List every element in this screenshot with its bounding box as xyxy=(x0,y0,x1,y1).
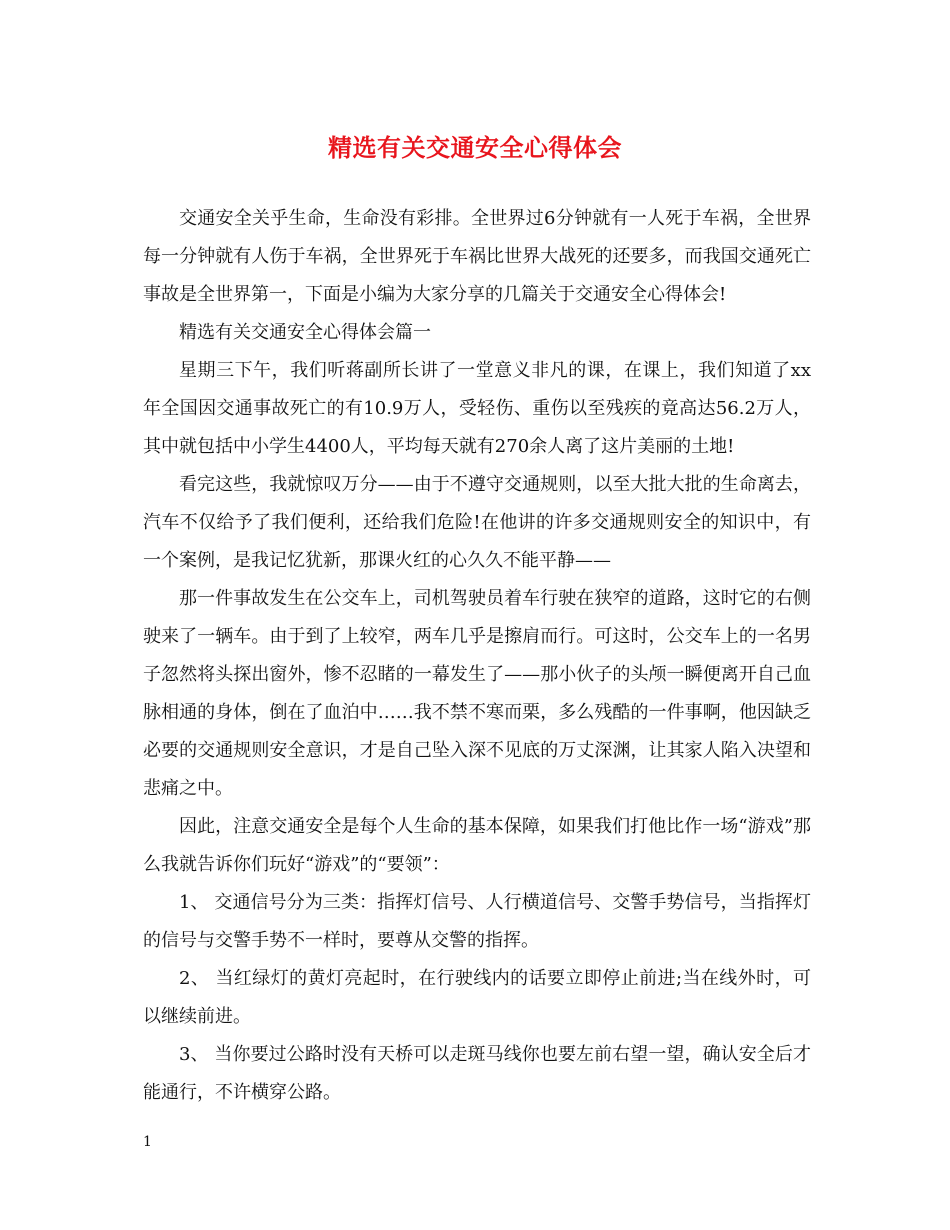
list-item: 2、 当红绿灯的黄灯亮起时，在行驶线内的话要立即停止前进;当在线外时，可以继续前进。 xyxy=(143,968,811,1027)
list-item: 1、 交通信号分为三类：指挥灯信号、人行横道信号、交警手势信号，当指挥灯的信号与交警手势不一样时，要尊从交警的指挥。 xyxy=(143,892,811,951)
document-title: 精选有关交通安全心得体会 xyxy=(328,133,622,162)
paragraph: 看完这些，我就惊叹万分——由于不遵守交通规则，以至大批大批的生命离去，汽车不仅给予了我们便利，还给我们危险!在他讲的许多交通规则安全的知识中，有一个案例，是我记忆犹新，那课火红的心久久不能平静—— xyxy=(143,474,811,571)
section-heading: 精选有关交通安全心得体会篇一 xyxy=(179,322,431,343)
page-number: 1 xyxy=(143,1134,152,1150)
paragraph: 星期三下午，我们听蒋副所长讲了一堂意义非凡的课，在课上，我们知道了xx年全国因交通事故死亡的有10.9万人，受轻伤、重伤以至残疾的竟高达56.2万人，其中就包括中小学生4400人，平均每天就有270余人离了这片美丽的土地! xyxy=(143,360,811,457)
paragraph-intro: 交通安全关乎生命，生命没有彩排。全世界过6分钟就有一人死于车祸，全世界每一分钟就有人伤于车祸，全世界死于车祸比世界大战死的还要多，而我国交通死亡事故是全世界第一，下面是小编为大家分享的几篇关于交通安全心得体会! xyxy=(143,208,811,305)
paragraph: 因此，注意交通安全是每个人生命的基本保障，如果我们打他比作一场“游戏”那么我就告诉你们玩好“游戏”的“要领”： xyxy=(143,816,811,875)
paragraph: 那一件事故发生在公交车上，司机驾驶员着车行驶在狭窄的道路，这时它的右侧驶来了一辆车。由于到了上较窄，两车几乎是擦肩而行。可这时，公交车上的一名男子忽然将头探出窗外，惨不忍睹的一幕发生了——那小伙子的头颅一瞬便离开自己血脉相通的身体，倒在了血泊中……我不禁不寒而栗，多么残酷的一件事啊，他因缺乏必要的交通规则安全意识，才是自己坠入深不见底的万丈深渊，让其家人陷入决望和悲痛之中。 xyxy=(143,588,811,799)
list-item: 3、 当你要过公路时没有天桥可以走斑马线你也要左前右望一望，确认安全后才能通行，不许横穿公路。 xyxy=(143,1044,811,1103)
document-body xyxy=(143,200,811,1112)
